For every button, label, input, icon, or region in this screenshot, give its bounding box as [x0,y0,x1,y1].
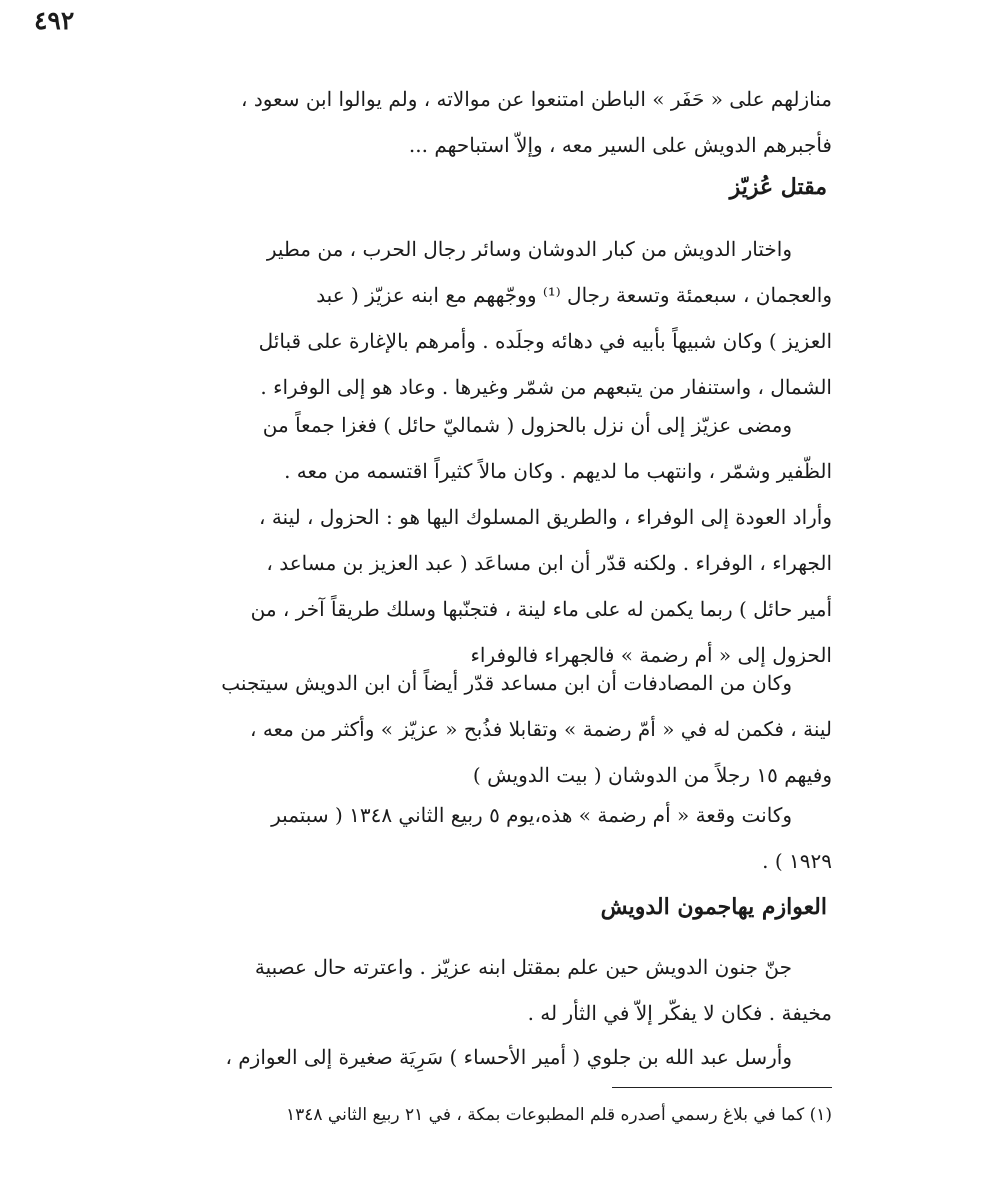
text-line: وفيهم ١٥ رجلاً من الدوشان ( بيت الدويش ) [472,763,832,787]
text-line: أمير حائل ) ربما يكمن له على ماء لينة ، فتجنّبها وسلك طريقاً آخر ، من [250,597,832,621]
text-line: فأجبرهم الدويش على السير معه ، وإلاّ استباحهم ... [408,133,832,157]
section-heading-aziz-killing: مقتل عُزيّز [729,174,827,200]
text-line: وكانت وقعة « أم رضمة » هذه،يوم ٥ ربيع الثاني ١٣٤٨ ( سبتمبر [271,803,792,827]
paragraph [126,660,832,798]
text-line: ١٩٢٩ ) . [762,849,832,873]
text-line: الظّفير وشمّر ، وانتهب ما لديهم . وكان مالاً كثيراً اقتسمه من معه . [284,459,832,483]
paragraph [126,792,832,884]
paragraph [126,402,832,678]
text-line: جنّ جنون الدويش حين علم بمقتل ابنه عزيّز . واعترته حال عصبية [254,955,792,979]
paragraph [126,1034,832,1080]
text-line: والعجمان ، سبعمئة وتسعة رجال ⁽¹⁾ ووجّههم مع ابنه عزيّز ( عبد [316,283,832,307]
footnote: (١) كما في بلاغ رسمي أصدره قلم المطبوعات بمكة ، في ٢١ ربيع الثاني ١٣٤٨ [286,1105,832,1125]
text-line: وكان من المصادفات أن ابن مساعد قدّر أيضاً أن ابن الدويش سيتجنب [221,671,792,695]
text-line: الجهراء ، الوفراء . ولكنه قدّر أن ابن مساعَد ( عبد العزيز بن مساعد ، [266,551,832,575]
paragraph [126,226,832,410]
text-line: الحزول إلى « أم رضمة » فالجهراء فالوفراء [470,643,832,667]
text-line: ومضى عزيّز إلى أن نزل بالحزول ( شماليّ حائل ) فغزا جمعاً من [262,413,792,437]
text-line: العزيز ) وكان شبيهاً بأبيه في دهائه وجلَده . وأمرهم بالإغارة على قبائل [258,329,832,353]
text-line: مخيفة . فكان لا يفكّر إلاّ في الثأر له . [527,1001,832,1025]
page-number: ٤٩٢ [34,6,75,35]
section-heading-awazim-attack: العوازم يهاجمون الدويش [600,894,827,920]
text-line: منازلهم على « حَفَر » الباطن امتنعوا عن موالاته ، ولم يوالوا ابن سعود ، [241,87,832,111]
text-line: وأراد العودة إلى الوفراء ، والطريق المسلوك اليها هو : الحزول ، لينة ، [259,505,832,529]
text-line: وأرسل عبد الله بن جلوي ( أمير الأحساء ) سَرِيَة صغيرة إلى العوازم ، [225,1045,792,1069]
text-line: الشمال ، واستنفار من يتبعهم من شمّر وغيرها . وعاد هو إلى الوفراء . [260,375,832,399]
intro-paragraph [126,76,832,168]
paragraph [126,944,832,1036]
text-line: لينة ، فكمن له في « أمّ رضمة » وتقابلا فذُبح « عزيّز » وأكثر من معه ، [250,717,832,741]
footnote-divider [612,1087,832,1088]
text-line: واختار الدويش من كبار الدوشان وسائر رجال الحرب ، من مطير [266,237,792,261]
